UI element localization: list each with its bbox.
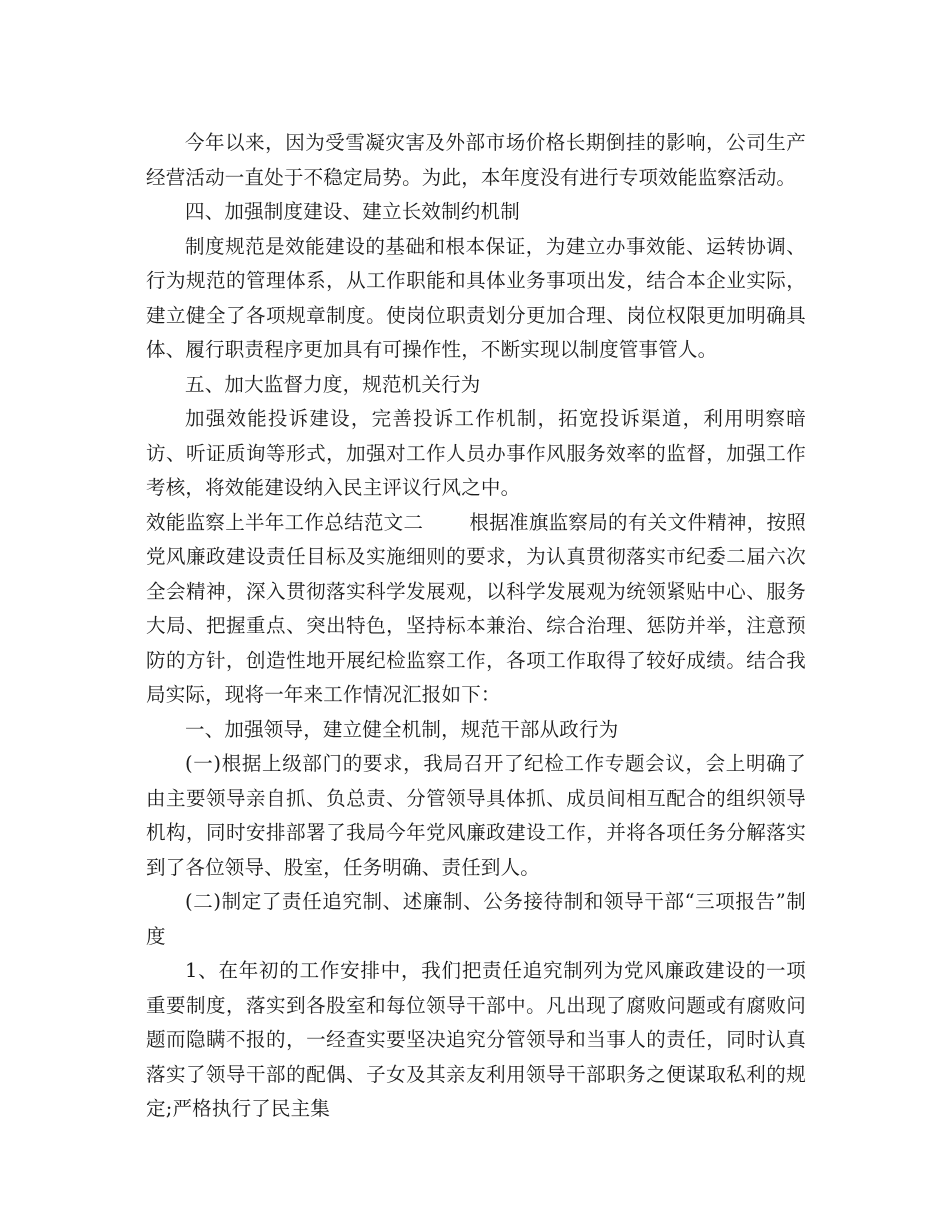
section-intro: 根据准旗监察局的有关文件精神，按照党风廉政建设责任目标及实施细则的要求，为认真贯彻落实市纪委二届六次全会精神，深入贯彻落实科学发展观，以科学发展观为统领紧贴中心、服务大局、把握重点、突出特色，坚持标本兼治、综合治理、惩防并举，注意预防的方针，创造性地开展纪检监察工作，各项工作取得了较好成绩。结合我局实际，现将一年来工作情况汇报如下： <box>146 510 806 706</box>
section-block <box>146 506 806 713</box>
paragraph-intro: 今年以来，因为受雪凝灾害及外部市场价格长期倒挂的影响，公司生产经营活动一直处于不稳定局势。为此，本年度没有进行专项效能监察活动。 <box>146 131 806 189</box>
paragraph-item-one: (一)根据上级部门的要求，我局召开了纪检工作专题会议，会上明确了由主要领导亲自抓、负总责、分管领导具体抓、成员间相互配合的组织领导机构，同时安排部署了我局今年党风廉政建设工作，并将各项任务分解落实到了各位领导、股室，任务明确、责任到人。 <box>146 752 806 879</box>
document-page <box>146 126 806 1127</box>
paragraph-complaints: 加强效能投诉建设，完善投诉工作机制，拓宽投诉渠道，利用明察暗访、听证质询等形式，加强对工作人员办事作风服务效率的监督，加强工作考核，将效能建设纳入民主评议行风之中。 <box>146 407 806 499</box>
paragraph-item-two: (二)制定了责任追究制、述廉制、公务接待制和领导干部“三项报告”制度 <box>146 890 806 948</box>
heading-one: 一、加强领导，建立健全机制，规范干部从政行为 <box>185 717 619 741</box>
heading-five: 五、加大监督力度，规范机关行为 <box>185 372 481 396</box>
paragraph-point-one: 1、在年初的工作安排中，我们把责任追究制列为党风廉政建设的一项重要制度，落实到各股室和每位领导干部中。凡出现了腐败问题或有腐败问题而隐瞒不报的，一经查实要坚决追究分管领导和当事人的责任，同时认真落实了领导干部的配偶、子女及其亲友利用领导干部职务之便谋取私利的规定;严格执行了民主集 <box>146 959 806 1120</box>
heading-four: 四、加强制度建设、建立长效制约机制 <box>185 200 520 223</box>
section-title: 效能监察上半年工作总结范文二 <box>146 510 424 534</box>
paragraph-system: 制度规范是效能建设的基础和根本保证，为建立办事效能、运转协调、行为规范的管理体系，从工作职能和具体业务事项出发，结合本企业实际，建立健全了各项规章制度。使岗位职责划分更加合理、岗位权限更加明确具体、履行职责程序更加具有可操作性，不断实现以制度管事管人。 <box>146 234 806 361</box>
